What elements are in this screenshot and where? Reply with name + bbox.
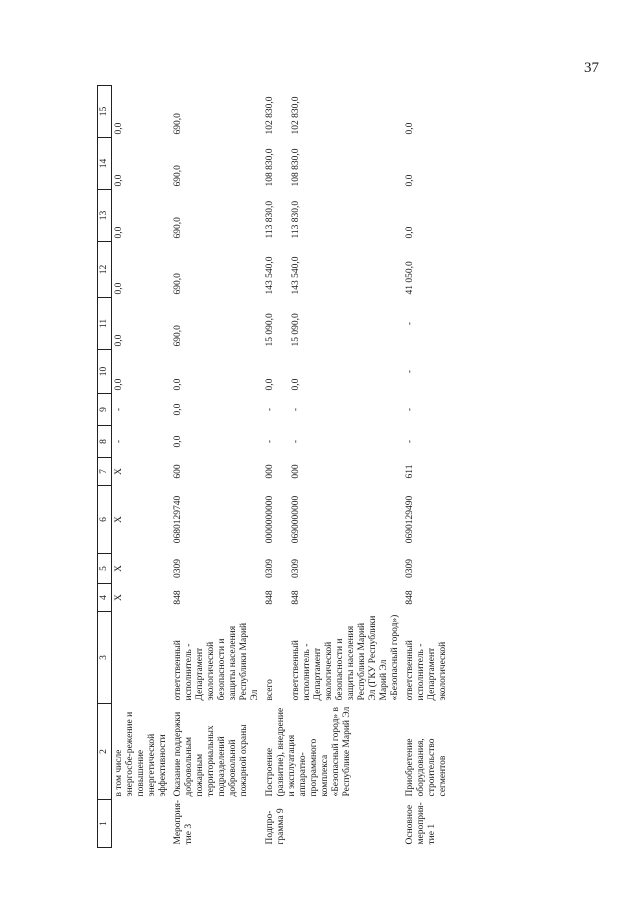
table-header [98, 86, 112, 848]
cell-value-8: - [405, 439, 415, 444]
column-number-12: 12 [98, 242, 112, 298]
row-category [112, 800, 172, 848]
row-category: Основное мероприя-тие 1 [405, 802, 437, 845]
budget-table [97, 85, 451, 848]
column-number-10: 10 [98, 350, 112, 394]
column-number-5: 5 [98, 554, 112, 584]
cell-value-11: 15 090,0 [291, 313, 301, 347]
row-executor: ответственный исполнитель - Департамент экологической безопасности и защиты населения Республики Марий Эл (ГКУ Республики Марий Эл «Безопасный город») [291, 614, 400, 701]
page-number: 37 [584, 60, 599, 76]
cell-csr: Х [114, 516, 124, 523]
column-number-2: 2 [98, 704, 112, 800]
cell-rzpr: 0309 [173, 559, 183, 578]
cell-vr: 000 [265, 464, 275, 479]
row-description: Оказание поддержки добровольным пожарным территориальных подразделений добровольной пожарной охраны [173, 711, 249, 797]
cell-value-8: 0,0 [173, 435, 183, 448]
cell-rzpr: Х [114, 565, 124, 572]
cell-value-13: 113 830,0 [291, 200, 301, 239]
cell-value-12: 690,0 [173, 273, 183, 295]
column-number-14: 14 [98, 138, 112, 190]
cell-value-11: 690,0 [173, 325, 183, 347]
cell-value-14: 108 830,0 [265, 148, 275, 187]
column-number-8: 8 [98, 426, 112, 458]
cell-value-15: 102 830,0 [291, 96, 301, 135]
cell-value-10: 0,0 [114, 378, 124, 391]
cell-value-9: - [405, 407, 415, 412]
cell-vr: Х [114, 468, 124, 475]
row-executor: ответственный исполнитель - Департамент экологической безопасности и защиты населения Республики Марий Эл [173, 622, 260, 701]
column-number-7: 7 [98, 458, 112, 486]
cell-value-13: 113 830,0 [265, 200, 275, 239]
cell-value-9: - [265, 407, 275, 412]
cell-grbs: Х [114, 594, 124, 601]
row-executor [112, 612, 172, 704]
cell-grbs: 848 [265, 590, 275, 605]
cell-rzpr: 0309 [291, 559, 301, 578]
row-category [289, 800, 403, 848]
cell-value-9: - [114, 407, 124, 412]
column-number-13: 13 [98, 190, 112, 242]
cell-grbs: 848 [405, 590, 415, 605]
column-number-15: 15 [98, 86, 112, 138]
row-category: Мероприя-тие 3 [173, 800, 194, 845]
cell-value-11: - [405, 321, 415, 326]
cell-vr: 611 [405, 464, 415, 479]
cell-value-15: 0,0 [114, 122, 124, 135]
cell-value-10: 0,0 [291, 378, 301, 391]
cell-value-15: 102 830,0 [265, 96, 275, 135]
cell-value-9: 0,0 [173, 403, 183, 416]
column-number-1: 1 [98, 800, 112, 848]
cell-value-14: 0,0 [114, 174, 124, 187]
cell-value-12: 143 540,0 [265, 256, 275, 295]
cell-csr: 0690129490 [405, 495, 415, 544]
column-number-4: 4 [98, 584, 112, 612]
row-description: Приобретение оборудования, строительство сегментов [405, 738, 448, 797]
column-number-3: 3 [98, 612, 112, 704]
table-row [112, 86, 172, 848]
cell-value-13: 0,0 [405, 226, 415, 239]
cell-value-10: 0,0 [265, 378, 275, 391]
rotated-table-container [97, 93, 622, 848]
cell-value-15: 0,0 [405, 122, 415, 135]
cell-grbs: 848 [291, 590, 301, 605]
cell-value-10: 0,0 [173, 378, 183, 391]
column-number-9: 9 [98, 394, 112, 426]
column-number-11: 11 [98, 298, 112, 350]
cell-value-13: 690,0 [173, 217, 183, 239]
table-row [171, 86, 263, 848]
cell-value-9: - [291, 407, 301, 412]
cell-value-8: - [265, 439, 275, 444]
cell-value-14: 690,0 [173, 165, 183, 187]
cell-value-13: 0,0 [114, 226, 124, 239]
cell-value-15: 690,0 [173, 113, 183, 135]
cell-value-10: - [405, 369, 415, 374]
row-executor: всего [265, 679, 275, 701]
cell-value-14: 108 830,0 [291, 148, 301, 187]
cell-value-11: 0,0 [114, 334, 124, 347]
cell-value-8: - [114, 439, 124, 444]
table-row [263, 86, 289, 848]
cell-value-12: 0,0 [114, 282, 124, 295]
cell-value-12: 41 050,0 [405, 261, 415, 295]
column-number-6: 6 [98, 486, 112, 554]
cell-csr: 0680129740 [173, 495, 183, 544]
cell-value-8: - [291, 439, 301, 444]
cell-value-14: 0,0 [405, 174, 415, 187]
table-row [403, 86, 451, 848]
cell-vr: 000 [291, 464, 301, 479]
row-description: Построение (развитие), внедрение и эксплуатация аппаратно-программного комплекса «Безопасный город» в Республике Марий Эл [265, 706, 352, 797]
cell-value-11: 15 090,0 [265, 313, 275, 347]
cell-rzpr: 0309 [265, 559, 275, 578]
cell-csr: 0000000000 [265, 495, 275, 544]
cell-vr: 600 [173, 464, 183, 479]
row-description: в том числе энергосбе-режение и повышение энергетической эффективности [114, 711, 168, 797]
row-executor: ответственный исполнитель - Департамент экологической [405, 640, 448, 701]
cell-csr: 0690000000 [291, 495, 301, 544]
row-category: Подпро-грамма 9 [265, 808, 286, 845]
cell-rzpr: 0309 [405, 559, 415, 578]
header-row [98, 86, 112, 848]
cell-grbs: 848 [173, 590, 183, 605]
cell-value-12: 143 540,0 [291, 256, 301, 295]
